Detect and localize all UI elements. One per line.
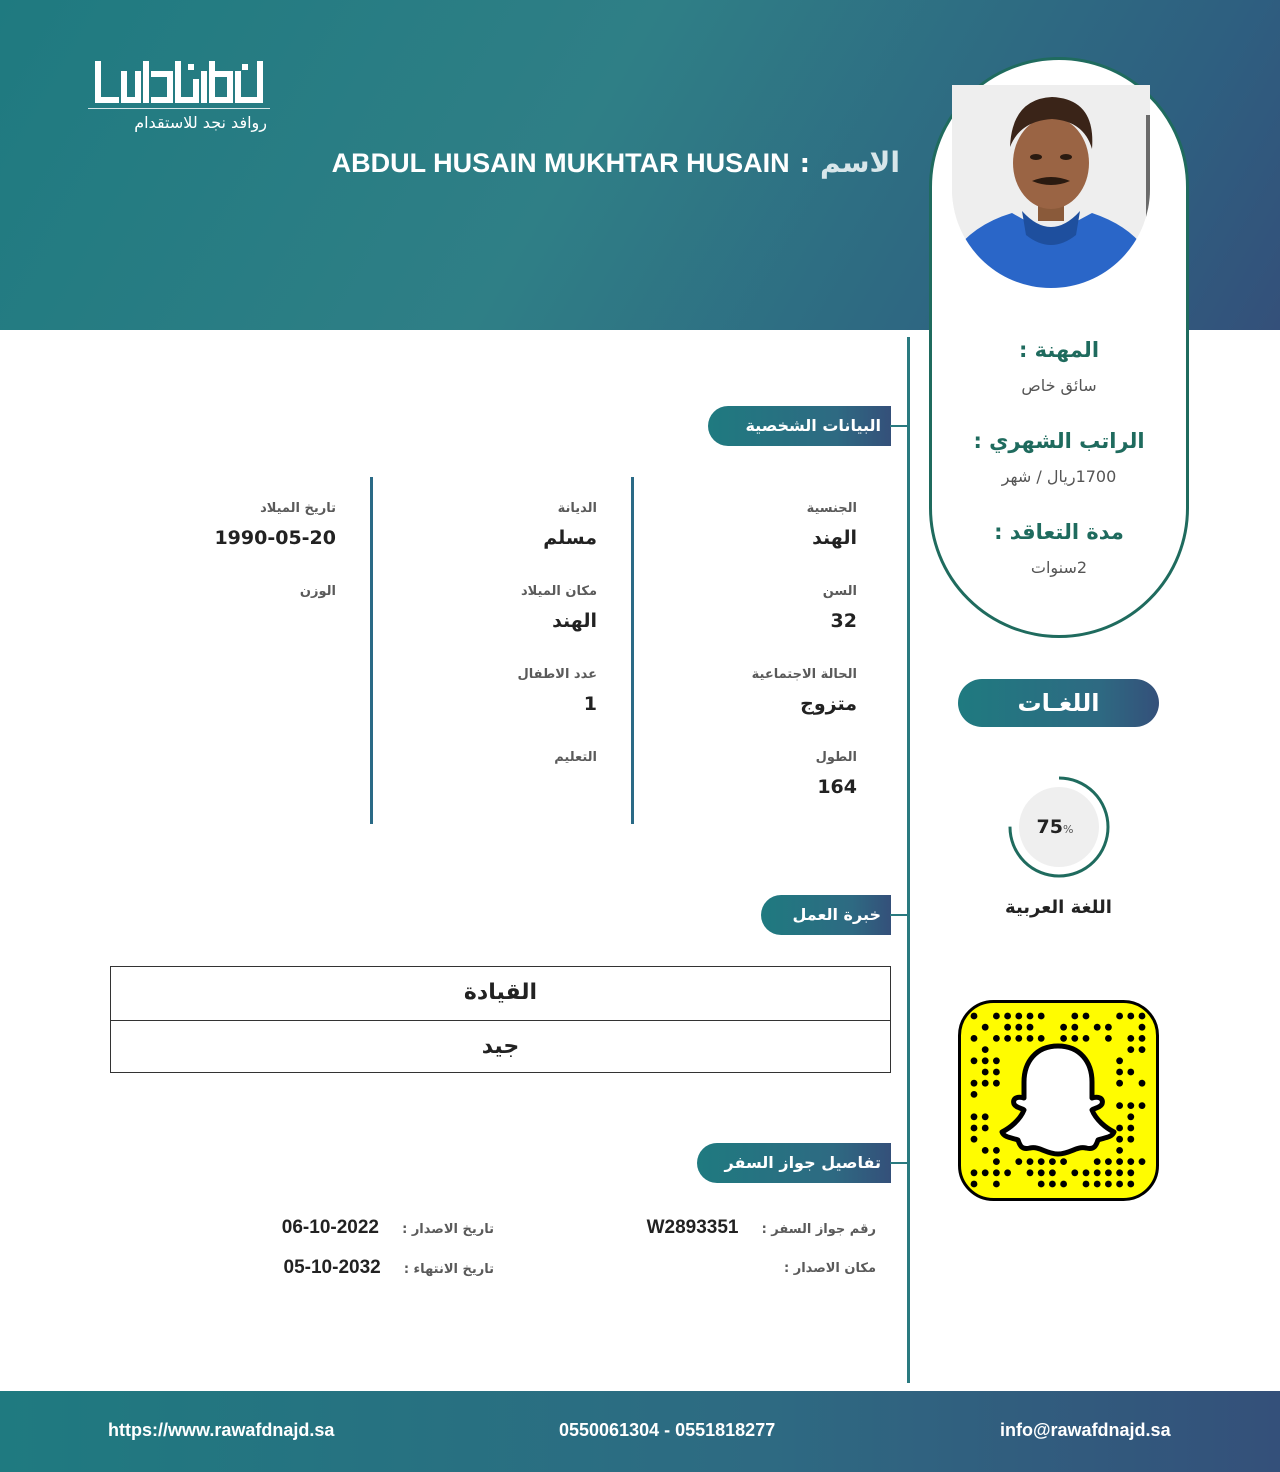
snapcode-dot [993,1035,1000,1042]
field-label: السن [822,584,857,599]
snapcode-dot [1038,1013,1045,1020]
profession-value: سائق خاص [1021,376,1097,395]
snapcode-dot [993,1080,1000,1087]
passport-issue-place-row [784,1256,876,1278]
snapcode-dot [1127,1035,1134,1042]
field-religion [543,501,597,549]
passport-number-row [647,1217,876,1239]
snapcode-dot [1116,1169,1123,1176]
snapcode-dot [1004,1169,1011,1176]
passport-issue-date-label: تاريخ الاصدار : [402,1222,494,1237]
snapcode-dot [1049,1181,1056,1188]
field-value: متزوج [800,693,857,715]
snapcode-dot [1127,1169,1134,1176]
snapcode-dot [1071,1169,1078,1176]
snapcode-dot [1083,1169,1090,1176]
snapcode-dot [1027,1013,1034,1020]
snapcode-dot [1105,1181,1112,1188]
snapcode-dot [993,1057,1000,1064]
name-label: الاسم [820,146,900,179]
field-label: تاريخ الميلاد [260,501,336,516]
languages-title: اللغـات [958,679,1159,727]
contract-value: 2سنوات [1030,558,1088,577]
snapcode-dot [1027,1024,1034,1031]
snapcode-dot [971,1057,978,1064]
brand-tagline: روافد نجد للاستقدام [134,113,267,132]
snapcode-dot [1015,1035,1022,1042]
field-children [518,667,598,715]
snapcode-dot [1038,1035,1045,1042]
field-age [823,584,857,632]
language-percent-sign: % [1063,823,1074,836]
field-value: الهند [552,610,597,632]
field-birthplace [521,584,597,632]
snapcode-dot [971,1091,978,1098]
snapcode-dot [1060,1158,1067,1165]
snapcode-dot [1049,1158,1056,1165]
experience-table [110,966,891,1073]
salary-label: الراتب الشهري : [973,429,1145,453]
experience-level: جيد [111,1020,890,1073]
snapcode-dot [1127,1046,1134,1053]
snapcode-dot [1038,1169,1045,1176]
snapcode-dot [1060,1024,1067,1031]
language-percent-value: 75 [1036,816,1063,838]
snapcode-dot [993,1181,1000,1188]
section-personal-tick [890,425,908,427]
snapcode-dot [1116,1080,1123,1087]
logo-rule [88,108,270,109]
snapcode-dot [1127,1136,1134,1143]
salary-block [929,429,1189,486]
snapcode-dot [1083,1035,1090,1042]
candidate-photo [952,85,1150,288]
footer-email-link[interactable]: info@rawafdnajd.sa [1000,1420,1171,1440]
snapcode-dot [1038,1158,1045,1165]
snapcode-dot [1139,1013,1146,1020]
snapcode-dot [1094,1181,1101,1188]
snapcode-dot [982,1147,989,1154]
field-value: 164 [817,776,857,798]
language-percent [1017,787,1097,867]
snapcode-dot [1004,1035,1011,1042]
column-separator [370,477,373,824]
snapcode-dot [1139,1080,1146,1087]
snapcode-dot [1015,1158,1022,1165]
section-passport-pill: تفاصيل جواز السفر [697,1143,891,1183]
snapcode-dot [982,1057,989,1064]
field-value: 1 [583,693,597,715]
snapcode-dot [993,1169,1000,1176]
field-label: الوزن [299,584,336,599]
profession-label: المهنة : [1018,338,1100,362]
section-passport-tick [890,1162,908,1164]
snapcode-dot [1139,1035,1146,1042]
snapcode-dot [1027,1035,1034,1042]
snapcode-dot [993,1158,1000,1165]
field-value: الهند [812,527,857,549]
field-value: مسلم [543,527,597,549]
snapcode-dot [1127,1113,1134,1120]
salary-value: 1700ريال / شهر [1001,467,1117,486]
profession-block [929,338,1189,395]
field-value: 32 [830,610,857,632]
brand-logo-mark-icon [92,60,267,104]
footer-phones: 0550061304 - 0551818277 [559,1420,776,1440]
snapcode-dot [971,1169,978,1176]
passport-issue-place-label: مكان الاصدار : [784,1261,876,1276]
passport-expiry-date-label: تاريخ الانتهاء : [403,1262,494,1277]
snapcode-ghost-icon [958,1000,1159,1201]
snapcode-dot [982,1080,989,1087]
field-label: التعليم [554,750,597,765]
snapcode-dot [971,1035,978,1042]
field-label: الجنسية [806,501,857,516]
snapcode-dot [1116,1181,1123,1188]
field-label: الديانة [557,501,597,516]
snapcode-dot [1071,1024,1078,1031]
field-nationality [807,501,857,549]
snapcode-dot [1094,1169,1101,1176]
snapcode-dot [1015,1013,1022,1020]
snapcode-dot [971,1113,978,1120]
snapcode-dot [1127,1069,1134,1076]
section-experience-tick [890,914,908,916]
snapcode-dot [1127,1102,1134,1109]
snapcode-dot [1127,1125,1134,1132]
snapcode-dot [1116,1057,1123,1064]
section-personal-pill: البيانات الشخصية [708,406,891,446]
snapcode-dot [1071,1013,1078,1020]
snapcode-dot [1004,1024,1011,1031]
person-photo-icon [952,85,1150,288]
field-birthdate [214,501,336,549]
brand-logo [88,60,273,140]
name-separator: : [799,149,811,179]
snapcode-dot [1105,1158,1112,1165]
snapcode-dot [1105,1035,1112,1042]
field-education [554,750,597,776]
snapcode-dot [982,1024,989,1031]
snapcode-dot [1116,1158,1123,1165]
footer-bar [0,1391,1280,1472]
snapcode-dot [1127,1013,1134,1020]
snapcode-dot [1116,1136,1123,1143]
experience-skill: القيادة [463,980,538,1005]
snapcode-dot [1105,1024,1112,1031]
snapcode-dot [1139,1158,1146,1165]
field-label: مكان الميلاد [520,584,597,599]
field-label: الحالة الاجتماعية [751,667,857,682]
field-height [816,750,857,798]
field-label: عدد الاطفال [517,667,597,682]
snapcode-dot [1105,1169,1112,1176]
snapcode-dot [1004,1013,1011,1020]
snapcode-dot [1094,1158,1101,1165]
snapcode-dot [1139,1102,1146,1109]
snapcode-dot [1116,1013,1123,1020]
field-weight [300,584,336,610]
snapcode-dot [1094,1024,1101,1031]
passport-issue-date: 2022-10-06 [281,1217,379,1238]
snapcode-dot [982,1169,989,1176]
snapcode-dot [1060,1035,1067,1042]
snapcode-dot [993,1069,1000,1076]
snapcode-dot [982,1069,989,1076]
passport-issue-date-row [282,1217,494,1239]
snapcode-dot [1027,1169,1034,1176]
snapcode-dot [971,1080,978,1087]
snapcode-dot [1116,1125,1123,1132]
field-marital [752,667,857,715]
contract-label: مدة التعاقد : [994,520,1124,544]
contract-block [929,520,1189,577]
snapcode-dot [1116,1069,1123,1076]
snapcode-dot [1049,1169,1056,1176]
passport-number: W2893351 [646,1217,739,1238]
snapcode-dot [1015,1024,1022,1031]
snapcode-dot [971,1125,978,1132]
snapcode-dot [1127,1181,1134,1188]
snapcode-dot [1071,1035,1078,1042]
snapcode-dot [1038,1181,1045,1188]
snapcode-dot [1083,1181,1090,1188]
snapcode-dot [971,1181,978,1188]
snapcode-dot [982,1125,989,1132]
candidate-name-row [332,146,900,179]
timeline-line [907,337,910,1383]
passport-expiry-date-row [284,1257,495,1279]
snapcode-dot [1116,1147,1123,1154]
snapcode-dot [993,1147,1000,1154]
snapcode-dot [971,1136,978,1143]
field-label: الطول [815,750,857,765]
snapcode-dot [1127,1158,1134,1165]
snapcode-dot [971,1013,978,1020]
candidate-name: ABDUL HUSAIN MUKHTAR HUSAIN [331,148,790,178]
passport-expiry-date: 2032-10-05 [283,1257,381,1278]
passport-number-label: رقم جواز السفر : [761,1222,876,1237]
snapcode-dot [1027,1158,1034,1165]
snapcode-dot [1060,1181,1067,1188]
snapcode-dot [993,1013,1000,1020]
snapcode-dot [1139,1046,1146,1053]
snapcode-dot [982,1046,989,1053]
column-separator [631,477,634,824]
snapcode-dot [1116,1102,1123,1109]
snapcode-dot [1083,1013,1090,1020]
snapcode-dot [1139,1024,1146,1031]
field-value: 1990-05-20 [214,527,336,549]
section-experience-pill: خبرة العمل [761,895,891,935]
snapcode-dot [982,1113,989,1120]
footer-website-link[interactable]: https://www.rawafdnajd.sa [108,1420,335,1440]
language-name: اللغة العربية [1005,897,1112,918]
